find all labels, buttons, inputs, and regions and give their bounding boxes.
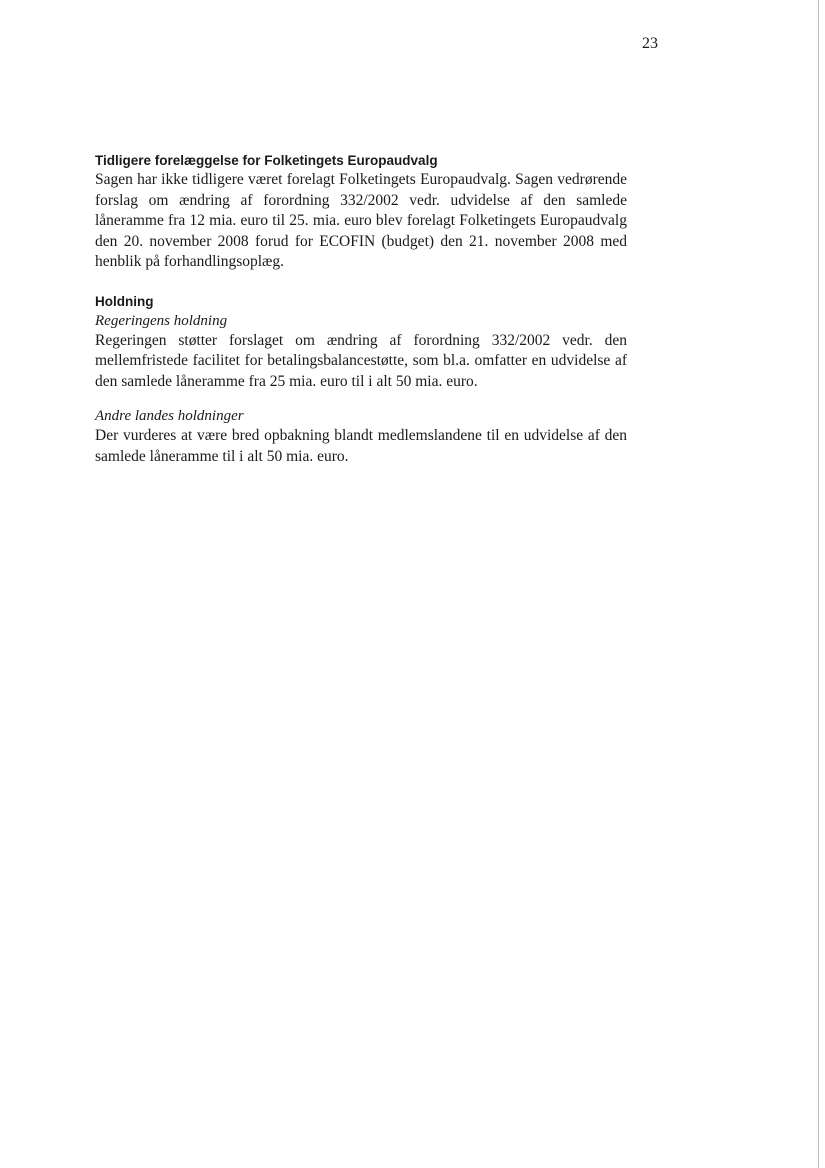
subheading-government-position: Regeringens holdning	[95, 312, 228, 329]
section-heading-position: Holdning	[95, 293, 154, 309]
section-position	[95, 293, 627, 468]
section-heading-prior-submission: Tidligere forelæggelse for Folketingets Europaudvalg	[95, 153, 438, 168]
section-prior-submission	[95, 152, 627, 273]
paragraph-government-position: Regeringen støtter forslaget om ændring af forordning 332/2002 vedr. den mellemfristede facilitet for betalingsbalancestøtte, som bl.a. omfatter en udvidelse af den samlede låneramme fra 25 mia. euro til i alt 50 mia. euro.	[95, 331, 627, 390]
page-content	[95, 152, 627, 467]
paragraph-other-countries: Der vurderes at være bred opbakning blandt medlemslandene til en udvidelse af den samlede låneramme til i alt 50 mia. euro.	[95, 427, 627, 465]
page-edge-line	[818, 0, 819, 1168]
subheading-other-countries: Andre landes holdninger	[95, 408, 244, 424]
page-number: 23	[642, 35, 658, 52]
paragraph-prior-submission: Sagen har ikke tidligere været forelagt Folketingets Europaudvalg. Sagen vedrørende forslag om ændring af forordning 332/2002 vedr. udvidelse af den samlede låneramme fra 12 mia. euro til 25. mia. euro blev forelagt Folketingets Europaudvalg den 20. november 2008 forud for ECOFIN (budget) den 21. november 2008 med henblik på forhandlingsoplæg.	[95, 171, 627, 270]
